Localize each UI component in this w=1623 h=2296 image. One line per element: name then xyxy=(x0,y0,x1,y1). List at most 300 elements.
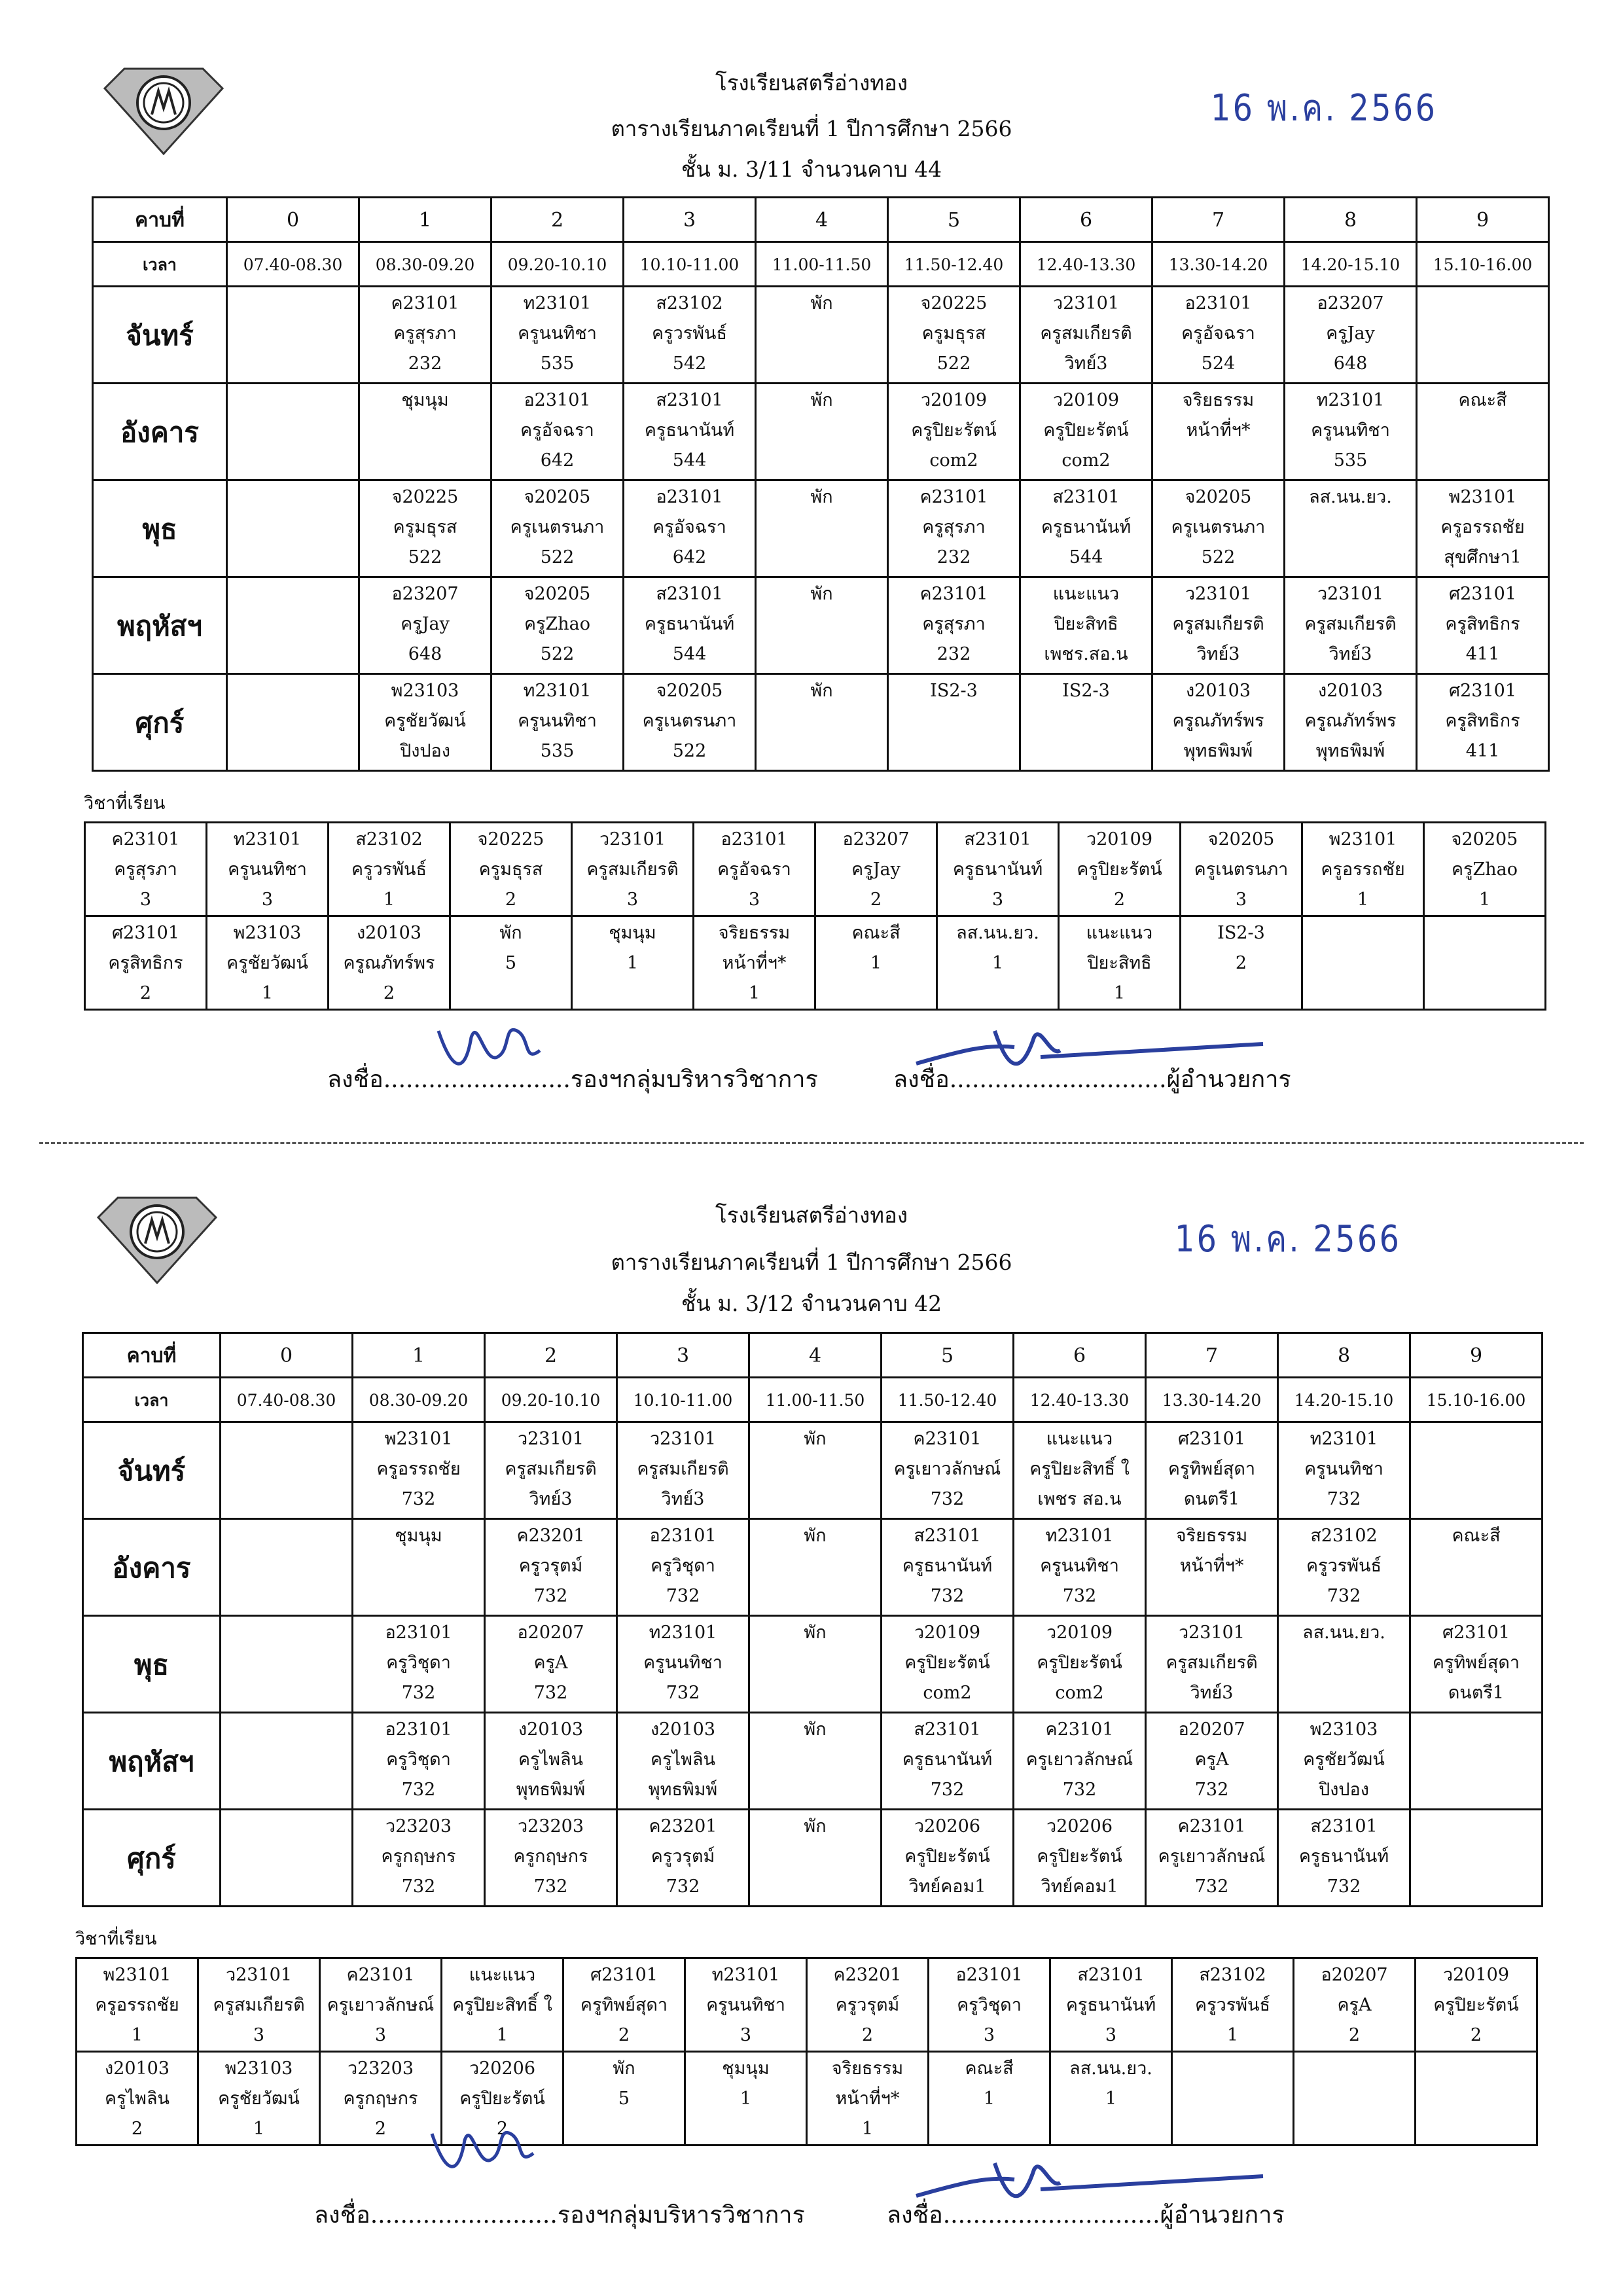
subject-cell-line: ง20103 xyxy=(356,923,422,943)
table-row xyxy=(83,1422,1543,1519)
schedule-cell xyxy=(485,1616,617,1713)
page-divider xyxy=(39,1142,1584,1144)
schedule-cell xyxy=(1285,480,1417,577)
subject-cell-line: จ20205 xyxy=(1451,829,1518,850)
schedule-cell xyxy=(221,1616,353,1713)
subject-cell-line: ครูวิชุดา xyxy=(957,1995,1022,2015)
subject-cell xyxy=(694,823,815,916)
date-stamp: 16 พ.ค. 2566 xyxy=(1175,1218,1402,1261)
subject-cell-line: ลส.นน.ยว. xyxy=(1069,2058,1152,2079)
subject-cell-line: ครูสิทธิกร xyxy=(108,953,183,973)
schedule-cell xyxy=(1152,674,1285,771)
schedule-cell xyxy=(1020,384,1152,480)
schedule-cell-line: คณะสี xyxy=(1452,1526,1501,1546)
schedule-cell-line: ท23101 xyxy=(1310,1429,1378,1449)
subject-cell-line: ค23101 xyxy=(111,829,180,850)
schedule-cell-line: 732 xyxy=(930,1489,965,1509)
schedule-cell-line: ท23101 xyxy=(523,681,592,701)
schedule-cell-line: ครูไพลิน xyxy=(651,1749,715,1770)
schedule-cell-line: 732 xyxy=(533,1586,568,1606)
schedule-cell-line: พัก xyxy=(810,681,833,701)
schedule-cell-line: ท23101 xyxy=(1316,390,1385,410)
schedule-cell xyxy=(1417,577,1549,674)
schedule-cell-line: พัก xyxy=(810,390,833,410)
subject-cell-line: ครูนนทิชา xyxy=(706,1995,785,2015)
schedule-cell xyxy=(1278,1422,1410,1519)
schedule-cell xyxy=(882,1422,1014,1519)
period-time: 07.40-08.30 xyxy=(221,1378,353,1422)
schedule-cell xyxy=(749,1616,882,1713)
subject-cell-line: 2 xyxy=(1113,889,1126,910)
subject-cell-line: พ23101 xyxy=(1329,829,1397,850)
schedule-cell-line: พ23103 xyxy=(391,681,459,701)
class-line: ชั้น ม. 3/12 จำนวนคาบ 42 xyxy=(681,1291,942,1316)
schedule-cell-line: 732 xyxy=(1327,1586,1361,1606)
table-row xyxy=(93,287,1549,384)
subject-cell xyxy=(815,823,937,916)
schedule-cell-line: ครูธนานันท์ xyxy=(1298,1846,1389,1867)
schedule-cell-line: com2 xyxy=(923,1683,972,1703)
period-number: 8 xyxy=(1278,1333,1410,1378)
subject-cell-line: ครูเยาวลักษณ์ xyxy=(327,1995,435,2015)
schedule-cell-line: อ23101 xyxy=(649,1526,717,1546)
signature-line-director: ลงชื่อ.............................ผู้อำนวยการ xyxy=(893,1066,1291,1093)
subject-cell-line: 2 xyxy=(870,889,882,910)
subject-cell xyxy=(563,1958,685,2052)
schedule-cell xyxy=(485,1810,617,1907)
schedule-cell-line: พุทธพิมพ์ xyxy=(516,1780,586,1800)
schedule-cell-line: ครูธนานันท์ xyxy=(644,420,735,440)
schedule-cell xyxy=(882,1810,1014,1907)
subject-cell xyxy=(685,2052,807,2145)
subject-cell xyxy=(1050,2052,1172,2145)
signature-line-deputy: ลงชื่อ.........................รองฯกลุ่มบริหารวิชาการ xyxy=(327,1066,818,1093)
schedule-cell xyxy=(756,674,888,771)
schedule-cell-line: ครูเนตรนภา xyxy=(642,711,737,731)
subjects-table xyxy=(75,1957,1538,2146)
subject-cell-line: 1 xyxy=(1357,889,1369,910)
schedule-cell xyxy=(1146,1810,1278,1907)
schedule-cell-line: ค23201 xyxy=(649,1816,717,1837)
schedule-cell xyxy=(882,1616,1014,1713)
subject-cell-line: ครูวรพันธ์ xyxy=(1195,1995,1270,2015)
schedule-cell-line: อ23101 xyxy=(385,1623,452,1643)
subject-cell xyxy=(694,916,815,1010)
day-name: จันทร์ xyxy=(93,287,227,384)
period-number: 0 xyxy=(227,198,359,242)
schedule-cell xyxy=(1014,1713,1146,1810)
period-time: 14.20-15.10 xyxy=(1285,242,1417,287)
schedule-cell-line: ครูอรรถชัย xyxy=(376,1459,461,1479)
schedule-cell-line: ครูนนทิชา xyxy=(1304,1459,1383,1479)
schedule-cell xyxy=(617,1713,749,1810)
schedule-cell-line: ว20109 xyxy=(1046,1623,1113,1643)
schedule-cell-line: จ20205 xyxy=(524,487,591,507)
schedule-cell-line: ครูสมเกียรติ xyxy=(1304,614,1397,634)
table-row xyxy=(85,916,1546,1010)
schedule-cell-line: ส23101 xyxy=(914,1526,981,1546)
schedule-cell-line: วิทย์3 xyxy=(1190,1683,1234,1703)
subject-cell-line: 2 xyxy=(131,2119,143,2139)
subject-cell-line: 2 xyxy=(1348,2025,1361,2045)
schedule-cell-line: ง20103 xyxy=(1185,681,1251,701)
period-time: 13.30-14.20 xyxy=(1146,1378,1278,1422)
schedule-cell xyxy=(353,1616,485,1713)
schedule-cell-line: ครูปิยะรัตน์ xyxy=(911,420,997,440)
schedule-cell-line: ครูปิยะรัตน์ xyxy=(1043,420,1129,440)
period-number: 9 xyxy=(1410,1333,1543,1378)
schedule-cell-line: 411 xyxy=(1465,644,1500,664)
schedule-cell-line: 732 xyxy=(666,1586,700,1606)
schedule-cell xyxy=(1146,1616,1278,1713)
schedule-cell-line: 732 xyxy=(533,1876,568,1897)
timetable xyxy=(82,1332,1543,1907)
schedule-cell xyxy=(1146,1422,1278,1519)
subject-cell xyxy=(442,1958,563,2052)
period-time: 11.00-11.50 xyxy=(749,1378,882,1422)
schedule-cell xyxy=(1410,1713,1543,1810)
schedule-cell-line: 535 xyxy=(540,741,575,761)
schedule-cell-line: ครูJay xyxy=(401,614,450,634)
subject-cell-line: 3 xyxy=(139,889,152,910)
subject-cell-line: 5 xyxy=(505,953,517,973)
schedule-cell-line: ครูธนานันท์ xyxy=(902,1749,993,1770)
date-stamp: 16 พ.ค. 2566 xyxy=(1211,87,1438,130)
subject-cell-line: 3 xyxy=(626,889,639,910)
schedule-cell-line: ปิงปอง xyxy=(1319,1780,1369,1800)
schedule-cell-line: ศ23101 xyxy=(1448,681,1517,701)
time-header-label: เวลา xyxy=(93,242,227,287)
schedule-cell-line: ส23102 xyxy=(1310,1526,1378,1546)
schedule-cell-line: สุขศึกษา1 xyxy=(1444,547,1522,567)
subject-cell xyxy=(1172,1958,1294,2052)
schedule-cell-line: ดนตรี1 xyxy=(1183,1489,1240,1509)
schedule-cell xyxy=(353,1713,485,1810)
schedule-cell-line: ครูนนทิชา xyxy=(1040,1556,1119,1576)
schedule-cell-line: ค23101 xyxy=(391,293,459,314)
subject-cell-line: 1 xyxy=(1113,983,1126,1003)
subjects-table xyxy=(84,821,1546,1011)
schedule-cell-line: ดนตรี1 xyxy=(1448,1683,1505,1703)
schedule-cell-line: 732 xyxy=(666,1876,700,1897)
subject-cell-line: ครูมธุรส xyxy=(478,859,543,880)
schedule-cell-line: 732 xyxy=(930,1586,965,1606)
subject-cell-line: พ23103 xyxy=(224,2058,293,2079)
period-time: 15.10-16.00 xyxy=(1417,242,1549,287)
schedule-cell xyxy=(359,480,491,577)
subject-cell xyxy=(1302,916,1424,1010)
schedule-cell-line: ว23101 xyxy=(1178,1623,1245,1643)
schedule-cell xyxy=(749,1519,882,1616)
schedule-cell-line: ครูนนทิชา xyxy=(643,1653,722,1673)
schedule-cell xyxy=(1417,674,1549,771)
schedule-cell xyxy=(1417,287,1549,384)
day-name: พฤหัสฯ xyxy=(83,1713,221,1810)
schedule-cell-line: ครูอัจฉรา xyxy=(1181,323,1255,344)
schedule-cell xyxy=(624,384,756,480)
subject-cell-line: ครูไพลิน xyxy=(105,2089,169,2109)
schedule-cell xyxy=(624,287,756,384)
period-header-label: คาบที่ xyxy=(93,198,227,242)
subject-cell-line: 3 xyxy=(374,2025,387,2045)
subject-cell-line: พัก xyxy=(613,2058,635,2079)
subject-cell-line: ครูปิยะรัตน์ xyxy=(1433,1995,1519,2015)
subject-cell-line: ว20109 xyxy=(1442,1965,1510,1985)
schedule-cell xyxy=(227,480,359,577)
table-row xyxy=(85,823,1546,916)
schedule-cell-line: อ20207 xyxy=(1178,1719,1245,1740)
schedule-cell xyxy=(888,674,1020,771)
schedule-cell-line: ครูธนานันท์ xyxy=(902,1556,993,1576)
schedule-cell-line: com2 xyxy=(1055,1683,1104,1703)
period-time: 11.00-11.50 xyxy=(756,242,888,287)
subject-cell-line: ครูสมเกียรติ xyxy=(586,859,679,880)
schedule-cell-line: ลส.นน.ยว. xyxy=(1309,487,1392,507)
subject-cell-line: 2 xyxy=(1470,2025,1482,2045)
subject-cell xyxy=(563,2052,685,2145)
time-header-label: เวลา xyxy=(83,1378,221,1422)
schedule-cell-line: ปิยะสิทธิ xyxy=(1054,614,1118,634)
schedule-title: ตารางเรียนภาคเรียนที่ 1 ปีการศึกษา 2566 xyxy=(611,1249,1012,1275)
subject-cell-line: 2 xyxy=(861,2025,874,2045)
schedule-cell-line: จริยธรรม xyxy=(1182,390,1255,410)
schedule-cell-line: 535 xyxy=(1333,450,1368,471)
schedule-cell-line: 648 xyxy=(1333,353,1368,374)
schedule-cell-line: จ20205 xyxy=(524,584,591,604)
subject-cell-line: 3 xyxy=(740,2025,752,2045)
schedule-cell-line: 732 xyxy=(1194,1876,1229,1897)
schedule-cell-line: ครูอรรถชัย xyxy=(1440,517,1525,537)
subject-cell-line: พ23101 xyxy=(103,1965,171,1985)
schedule-cell-line: ครูอัจฉรา xyxy=(652,517,726,537)
period-number: 0 xyxy=(221,1333,353,1378)
schedule-cell-line: แนะแนว xyxy=(1046,1429,1113,1449)
period-number: 4 xyxy=(749,1333,882,1378)
schedule-cell-line: ครูZhao xyxy=(524,614,591,634)
subject-cell-line: 1 xyxy=(131,2025,143,2045)
schedule-cell-line: 648 xyxy=(408,644,442,664)
schedule-cell xyxy=(624,674,756,771)
schedule-cell-line: ชุมนุม xyxy=(395,1526,442,1546)
schedule-cell xyxy=(624,480,756,577)
period-time: 11.50-12.40 xyxy=(882,1378,1014,1422)
subject-cell xyxy=(1172,2052,1294,2145)
subject-cell-line: 2 xyxy=(374,2119,387,2139)
period-header-label: คาบที่ xyxy=(83,1333,221,1378)
subject-cell-line: ครูชัยวัฒน์ xyxy=(226,953,308,973)
schedule-cell-line: ครูสมเกียรติ xyxy=(1172,614,1264,634)
schedule-cell xyxy=(1285,287,1417,384)
schedule-cell xyxy=(221,1713,353,1810)
schedule-cell-line: ว23101 xyxy=(1052,293,1120,314)
subject-cell-line: จ20225 xyxy=(477,829,544,850)
schedule-cell xyxy=(1014,1422,1146,1519)
schedule-cell xyxy=(221,1422,353,1519)
subject-cell-line: ส23101 xyxy=(1077,1965,1145,1985)
schedule-cell-line: ครูวรพันธ์ xyxy=(652,323,727,344)
schedule-cell-line: 732 xyxy=(401,1683,436,1703)
schedule-cell xyxy=(749,1713,882,1810)
subject-cell-line: ชุมนุม xyxy=(609,923,656,943)
schedule-cell xyxy=(1285,577,1417,674)
schedule-cell xyxy=(888,384,1020,480)
subject-cell-line: 3 xyxy=(991,889,1004,910)
signature-deputy xyxy=(419,2114,543,2186)
subject-cell-line: 3 xyxy=(1235,889,1247,910)
subjects-label: วิชาที่เรียน xyxy=(75,1929,157,1949)
schedule-cell xyxy=(1285,384,1417,480)
schedule-cell xyxy=(1014,1519,1146,1616)
period-time: 10.10-11.00 xyxy=(617,1378,749,1422)
subject-cell-line: 1 xyxy=(991,953,1004,973)
period-number: 2 xyxy=(491,198,624,242)
table-row xyxy=(83,1713,1543,1810)
day-name: จันทร์ xyxy=(83,1422,221,1519)
schedule-cell xyxy=(1152,480,1285,577)
schedule-cell xyxy=(491,577,624,674)
schedule-cell-line: วิทย์คอม1 xyxy=(1041,1876,1118,1897)
schedule-cell-line: พ23101 xyxy=(384,1429,453,1449)
schedule-cell-line: ค23101 xyxy=(913,1429,982,1449)
subject-cell xyxy=(85,823,207,916)
schedule-cell-line: 544 xyxy=(672,644,707,664)
schedule-cell-line: พุทธพิมพ์ xyxy=(1315,741,1385,761)
schedule-cell-line: ว20206 xyxy=(914,1816,981,1837)
subject-cell-line: 1 xyxy=(626,953,639,973)
schedule-cell-line: ครูปิยะรัตน์ xyxy=(1037,1846,1122,1867)
schedule-cell-line: ครูเยาวลักษณ์ xyxy=(893,1459,1001,1479)
schedule-cell-line: ว23203 xyxy=(385,1816,452,1837)
subject-cell xyxy=(929,2052,1050,2145)
subject-cell-line: 3 xyxy=(253,2025,265,2045)
subject-cell xyxy=(1059,916,1181,1010)
schedule-cell-line: ครูอัจฉรา xyxy=(520,420,594,440)
schedule-cell-line: 535 xyxy=(540,353,575,374)
schedule-cell-line: วิทย์คอม1 xyxy=(908,1876,986,1897)
schedule-cell xyxy=(491,384,624,480)
schedule-cell xyxy=(888,577,1020,674)
schedule-cell xyxy=(491,480,624,577)
subject-cell xyxy=(198,2052,320,2145)
schedule-cell-line: อ23101 xyxy=(1185,293,1252,314)
subject-cell-line: ชุมนุม xyxy=(722,2058,770,2079)
table-row xyxy=(77,2052,1537,2145)
subject-cell-line: ครูสุรภา xyxy=(114,859,177,880)
period-number: 7 xyxy=(1146,1333,1278,1378)
schedule-cell xyxy=(359,674,491,771)
schedule-cell xyxy=(1278,1810,1410,1907)
subject-cell-line: ปิยะสิทธิ xyxy=(1087,953,1152,973)
schedule-cell-line: ว20109 xyxy=(914,1623,981,1643)
day-name: พฤหัสฯ xyxy=(93,577,227,674)
subject-cell xyxy=(1416,2052,1537,2145)
schedule-cell-line: แนะแนว xyxy=(1052,584,1120,604)
period-time: 14.20-15.10 xyxy=(1278,1378,1410,1422)
schedule-cell-line: ครูปิยะรัตน์ xyxy=(904,1653,990,1673)
subject-cell-line: คณะสี xyxy=(965,2058,1014,2079)
schedule-cell-line: ส23101 xyxy=(1052,487,1120,507)
schedule-cell xyxy=(749,1422,882,1519)
schedule-cell-line: 642 xyxy=(672,547,707,567)
schedule-cell-line: พุทธพิมพ์ xyxy=(648,1780,718,1800)
schedule-cell xyxy=(1146,1713,1278,1810)
subject-cell xyxy=(85,916,207,1010)
schedule-cell-line: จ20205 xyxy=(1185,487,1252,507)
schedule-cell-line: อ23101 xyxy=(385,1719,452,1740)
subject-cell xyxy=(1416,1958,1537,2052)
schedule-cell-line: ครูปิยะสิทธิ์ ใ xyxy=(1029,1459,1130,1479)
subject-cell-line: 1 xyxy=(1226,2025,1239,2045)
schedule-cell-line: ครูสุรภา xyxy=(393,323,457,344)
schedule-cell-line: 732 xyxy=(401,1780,436,1800)
subject-cell xyxy=(320,1958,442,2052)
period-time: 13.30-14.20 xyxy=(1152,242,1285,287)
schedule-cell-line: ครูณภัทร์พร xyxy=(1304,711,1397,731)
schedule-cell xyxy=(617,1519,749,1616)
schedule-cell-line: ครูธนานันท์ xyxy=(644,614,735,634)
schedule-cell-line: พ23103 xyxy=(1310,1719,1378,1740)
schedule-cell-line: ศ23101 xyxy=(1177,1429,1246,1449)
schedule-cell-line: ว23101 xyxy=(1185,584,1252,604)
schedule-cell-line: 544 xyxy=(672,450,707,471)
schedule-cell xyxy=(624,577,756,674)
schedule-cell-line: ครูไพลิน xyxy=(518,1749,583,1770)
schedule-cell xyxy=(227,577,359,674)
subject-cell xyxy=(572,916,694,1010)
schedule-cell xyxy=(756,577,888,674)
schedule-cell-line: ครูสมเกียรติ xyxy=(1166,1653,1258,1673)
period-number: 4 xyxy=(756,198,888,242)
subject-cell-line: พ23103 xyxy=(233,923,302,943)
subject-cell-line: พัก xyxy=(499,923,522,943)
schedule-cell xyxy=(888,480,1020,577)
period-number: 6 xyxy=(1014,1333,1146,1378)
period-number: 3 xyxy=(624,198,756,242)
schedule-cell-line: 732 xyxy=(401,1489,436,1509)
subject-cell-line: ครูวรพันธ์ xyxy=(351,859,427,880)
schedule-cell xyxy=(221,1519,353,1616)
schedule-cell-line: ครูเนตรนภา xyxy=(510,517,605,537)
schedule-cell-line: ว23101 xyxy=(1317,584,1384,604)
schedule-cell-line: ส23101 xyxy=(656,390,723,410)
schedule-cell-line: ครูนนทิชา xyxy=(1311,420,1390,440)
subject-cell-line: 1 xyxy=(496,2025,508,2045)
subject-cell-line: 2 xyxy=(1235,953,1247,973)
subject-cell xyxy=(1181,916,1302,1010)
table-row xyxy=(93,384,1549,480)
schedule-cell-line: ศ23101 xyxy=(1448,584,1517,604)
subject-cell-line: ครูA xyxy=(1337,1995,1372,2015)
schedule-cell-line: 544 xyxy=(1069,547,1103,567)
period-number: 3 xyxy=(617,1333,749,1378)
schedule-cell xyxy=(227,384,359,480)
subject-cell xyxy=(1302,823,1424,916)
subject-cell-line: คณะสี xyxy=(851,923,901,943)
day-name: อังคาร xyxy=(93,384,227,480)
schedule-cell-line: 524 xyxy=(1201,353,1236,374)
schedule-cell-line: ครูสุรภา xyxy=(922,517,986,537)
schedule-cell-line: IS2-3 xyxy=(1062,681,1110,701)
schedule-cell xyxy=(1410,1616,1543,1713)
subject-cell-line: 2 xyxy=(505,889,517,910)
subject-cell-line: 2 xyxy=(383,983,395,1003)
subject-cell-line: ครูกฤษกร xyxy=(343,2089,418,2109)
schedule-cell xyxy=(485,1519,617,1616)
subject-cell-line: ครูวรุตม์ xyxy=(835,1995,900,2015)
schedule-cell-line: ส23101 xyxy=(914,1719,981,1740)
period-number: 1 xyxy=(359,198,491,242)
schedule-cell-line: ง20103 xyxy=(1317,681,1383,701)
